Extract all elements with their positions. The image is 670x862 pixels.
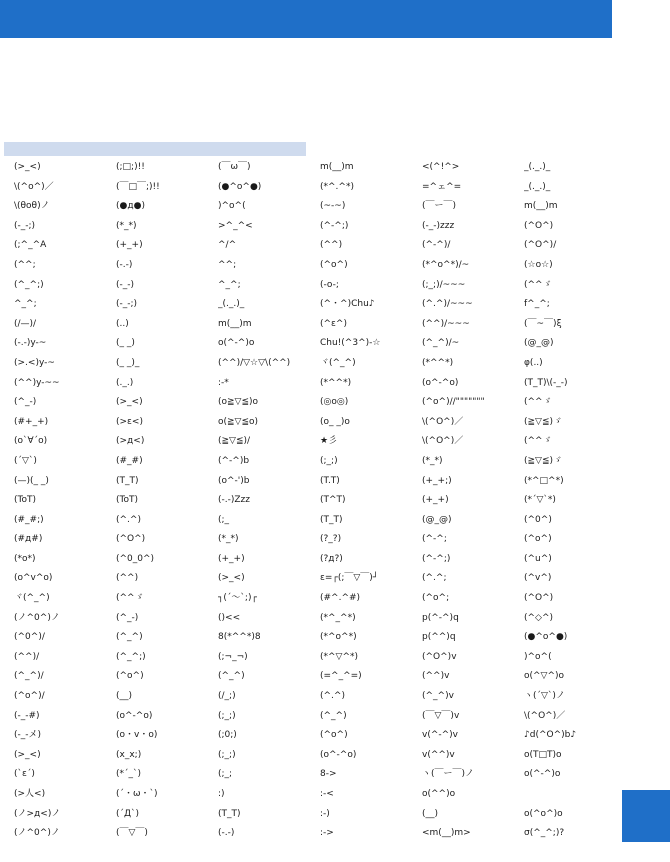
emoticon-cell: (^.^)/~~~ bbox=[422, 299, 473, 310]
emoticon-cell: >^_^< bbox=[218, 220, 253, 231]
emoticon-cell: (^^)/ bbox=[14, 651, 40, 662]
section-header-bar bbox=[4, 142, 306, 156]
emoticon-cell: ヾ(^_^) bbox=[14, 593, 50, 604]
emoticon-cell: (^O^) bbox=[524, 593, 554, 604]
emoticon-cell: f^_^; bbox=[524, 299, 550, 310]
emoticon-cell: (^ε^) bbox=[320, 318, 347, 329]
emoticon-cell: ♪d(^O^)b♪ bbox=[524, 730, 577, 741]
emoticon-cell: (^-^)b bbox=[218, 455, 250, 466]
emoticon-cell: (-.-) bbox=[116, 259, 133, 270]
emoticon-cell: (+_+) bbox=[218, 553, 245, 564]
emoticon-cell: (>.<)y-~ bbox=[14, 357, 55, 368]
emoticon-cell: (#_#;) bbox=[14, 514, 44, 525]
emoticon-cell: (o^-^o) bbox=[422, 377, 459, 388]
emoticon-cell: (^_^) bbox=[320, 710, 347, 721]
emoticon-cell: (^^ゞ bbox=[524, 397, 552, 408]
emoticon-cell: o(^-^)o bbox=[524, 769, 561, 780]
emoticon-cell: (^0_0^) bbox=[116, 553, 155, 564]
emoticon-cell: (^O^)v bbox=[422, 651, 457, 662]
emoticon-cell: (;□;)!! bbox=[116, 162, 145, 172]
emoticon-cell: (^-^; bbox=[422, 534, 447, 545]
emoticon-cell: (^^ゞ bbox=[524, 279, 552, 290]
emoticon-cell: (x_x;) bbox=[116, 749, 142, 760]
emoticon-cell: o(≧▽≦o) bbox=[218, 416, 259, 427]
emoticon-cell: (#+_+) bbox=[14, 416, 49, 427]
emoticon-cell: :-* bbox=[218, 377, 229, 388]
emoticon-cell: (^O^)/ bbox=[524, 240, 557, 251]
emoticon-cell: (-.-) bbox=[218, 828, 235, 839]
side-index-tab bbox=[622, 790, 670, 842]
emoticon-cell: (*^.^*) bbox=[320, 181, 354, 192]
emoticon-cell: :-) bbox=[320, 808, 330, 819]
emoticon-cell: (>_<) bbox=[218, 573, 245, 584]
emoticon-cell: (-o-; bbox=[320, 279, 339, 290]
emoticon-cell: (´・ω・`) bbox=[116, 789, 158, 799]
emoticon-cell: (●^o^●) bbox=[218, 181, 262, 192]
emoticon-cell: (;_; bbox=[218, 769, 233, 780]
emoticon-cell: \(θoθ)ノ bbox=[14, 201, 50, 212]
emoticon-cell: (>人<) bbox=[14, 789, 46, 799]
emoticon-cell: (￣□￣;)!! bbox=[116, 181, 160, 192]
emoticon-cell: (#^.^#) bbox=[320, 593, 361, 604]
emoticon-cell: (^_^) bbox=[116, 632, 143, 643]
emoticon-cell: (__) bbox=[422, 808, 439, 819]
emoticon-cell: (^^)/▽☆▽\(^^) bbox=[218, 357, 291, 368]
emoticon-cell: (^.^; bbox=[422, 573, 447, 584]
emoticon-cell: (￣~￣)ξ bbox=[524, 318, 562, 329]
emoticon-cell: m(__)m bbox=[524, 201, 558, 212]
emoticon-cell: (^o^)/ bbox=[14, 691, 45, 702]
emoticon-cell: )^o^( bbox=[218, 201, 246, 212]
emoticon-cell: (o^-^o) bbox=[320, 749, 357, 760]
emoticon-cell: (;_;)/~~~ bbox=[422, 279, 466, 290]
emoticon-cell: (^^)/~~~ bbox=[422, 318, 470, 329]
emoticon-cell: (*_*) bbox=[422, 455, 443, 466]
emoticon-cell: (^_^)/ bbox=[14, 671, 44, 682]
emoticon-cell: (^0^) bbox=[524, 514, 552, 525]
emoticon-cell: (*´▽`*) bbox=[524, 495, 556, 506]
emoticon-cell: (^o^) bbox=[320, 259, 348, 270]
emoticon-cell: (*^▽^*) bbox=[320, 651, 359, 662]
emoticon-cell: (≧▽≦)ゞ bbox=[524, 455, 563, 466]
emoticon-cell: <m(__)m> bbox=[422, 828, 471, 839]
emoticon-cell: (^u^) bbox=[524, 553, 552, 564]
emoticon-cell: (^O^) bbox=[524, 220, 554, 231]
emoticon-cell: (^0^)/ bbox=[14, 632, 45, 643]
emoticon-cell: (*´_`) bbox=[116, 769, 142, 780]
emoticon-cell: :-> bbox=[320, 828, 334, 839]
emoticon-cell: (@_@) bbox=[422, 514, 452, 525]
emoticon-cell: ε=┌(;￣▽￣)┘ bbox=[320, 573, 379, 584]
emoticon-cell: (^_-) bbox=[14, 397, 37, 408]
emoticon-cell: \(^O^)／ bbox=[422, 416, 464, 427]
emoticon-cell: (*_*) bbox=[116, 220, 137, 231]
emoticon-cell: (*_*) bbox=[218, 534, 239, 545]
emoticon-cell: o(^^)o bbox=[422, 789, 456, 799]
emoticon-cell: (_ _)_ bbox=[116, 357, 140, 368]
emoticon-cell: (￣▽￣) bbox=[116, 828, 148, 839]
emoticon-cell: (/—)/ bbox=[14, 318, 37, 329]
emoticon-cell: (T_T) bbox=[218, 808, 241, 819]
emoticon-cell: σ(^_^;)? bbox=[524, 828, 565, 839]
emoticon-cell: 8(*^^*)8 bbox=[218, 632, 261, 643]
emoticon-cell: Chu!(^3^)-☆ bbox=[320, 338, 381, 349]
emoticon-cell: (^_^;) bbox=[116, 651, 146, 662]
emoticon-cell: (-.-)y-~ bbox=[14, 338, 47, 349]
emoticon-cell: (*^^*) bbox=[422, 357, 454, 368]
emoticon-cell: o(^-^)o bbox=[218, 338, 255, 349]
emoticon-cell: (~-~) bbox=[320, 201, 346, 212]
emoticon-cell: =^ェ^= bbox=[422, 181, 462, 192]
emoticon-cell: o(T□T)o bbox=[524, 749, 562, 760]
emoticon-cell: o(^o^)o bbox=[524, 808, 563, 819]
emoticon-grid bbox=[14, 158, 604, 844]
emoticon-cell: (+_+) bbox=[116, 240, 143, 251]
header-bar bbox=[0, 0, 612, 38]
emoticon-cell: (;_ bbox=[218, 514, 230, 525]
emoticon-cell: (ToT) bbox=[116, 495, 138, 506]
emoticon-cell: <(^!^> bbox=[422, 162, 460, 172]
emoticon-cell: (^^)v bbox=[422, 671, 450, 682]
emoticon-cell: (ノ^0^)ノ bbox=[14, 612, 60, 623]
emoticon-cell: p(^^)q bbox=[422, 632, 456, 643]
emoticon-cell: (+_+;) bbox=[422, 475, 452, 486]
emoticon-cell: _(._.)_ bbox=[524, 181, 551, 192]
emoticon-cell: (>_<) bbox=[14, 162, 41, 172]
emoticon-cell: (￣ー￣) bbox=[422, 201, 457, 212]
emoticon-cell: (^-^)/ bbox=[422, 240, 451, 251]
emoticon-cell: (-_-#) bbox=[14, 710, 40, 721]
emoticon-cell: (^o^; bbox=[422, 593, 450, 604]
emoticon-cell: (^◇^) bbox=[524, 612, 554, 623]
emoticon-cell: v(^^)v bbox=[422, 749, 455, 760]
emoticon-cell: (-_-メ) bbox=[14, 730, 42, 741]
emoticon-cell: (#_#) bbox=[116, 455, 143, 466]
emoticon-cell: φ(..) bbox=[524, 357, 543, 368]
emoticon-cell: (o`∀´o) bbox=[14, 436, 48, 447]
emoticon-cell: v(^-^)v bbox=[422, 730, 459, 741]
emoticon-cell: m(__)m bbox=[320, 162, 354, 172]
emoticon-cell: (*^o^*)/~ bbox=[422, 259, 470, 270]
emoticon-cell: (^^)y-~~ bbox=[14, 377, 60, 388]
emoticon-cell: (o≧▽≦)o bbox=[218, 397, 259, 408]
emoticon-cell: (^_^)/~ bbox=[422, 338, 460, 349]
emoticon-cell: ヾ(^_^) bbox=[320, 357, 356, 368]
emoticon-cell: (ノ>д<)ノ bbox=[14, 808, 61, 819]
emoticon-cell: (*^_^*) bbox=[320, 612, 356, 623]
emoticon-cell: (;¬_¬) bbox=[218, 651, 248, 662]
emoticon-cell: (^^) bbox=[116, 573, 139, 584]
emoticon-cell: m(__)m bbox=[218, 318, 252, 329]
emoticon-cell: (;^_^A bbox=[14, 240, 47, 251]
emoticon-cell: (#д#) bbox=[14, 534, 43, 545]
emoticon-cell: (_ _) bbox=[116, 338, 135, 349]
emoticon-cell: (^_^) bbox=[218, 671, 245, 682]
emoticon-cell: (T_T) bbox=[116, 475, 139, 486]
emoticon-cell: (?д?) bbox=[320, 553, 343, 564]
emoticon-cell: (o_ _)o bbox=[320, 416, 350, 427]
emoticon-cell: )^o^( bbox=[524, 651, 552, 662]
emoticon-cell: (^_^;) bbox=[14, 279, 44, 290]
emoticon-cell: (●^o^●) bbox=[524, 632, 568, 643]
emoticon-cell: ^^; bbox=[218, 259, 237, 270]
emoticon-cell: o(^▽^)o bbox=[524, 671, 565, 682]
emoticon-cell bbox=[524, 785, 604, 805]
emoticon-cell: (^o^) bbox=[320, 730, 348, 741]
emoticon-cell: :-< bbox=[320, 789, 334, 799]
emoticon-cell: (*^□^*) bbox=[524, 475, 564, 486]
emoticon-cell: (+_+) bbox=[422, 495, 449, 506]
emoticon-cell: (o^v^o) bbox=[14, 573, 53, 584]
emoticon-cell: (;_;) bbox=[218, 710, 236, 721]
emoticon-cell: \(^O^)／ bbox=[524, 710, 566, 721]
emoticon-cell: (^^; bbox=[14, 259, 36, 270]
emoticon-cell: (-_-) bbox=[116, 279, 135, 290]
emoticon-cell: _(._.)_ bbox=[218, 299, 245, 310]
emoticon-cell: (>д<) bbox=[116, 436, 145, 447]
emoticon-cell: (-_-;) bbox=[116, 299, 138, 310]
emoticon-cell: (^-^;) bbox=[422, 553, 451, 564]
emoticon-cell: (..) bbox=[116, 318, 129, 329]
emoticon-cell: _(._.)_ bbox=[524, 162, 551, 172]
emoticon-cell: 8-> bbox=[320, 769, 337, 780]
emoticon-cell: (>ε<) bbox=[116, 416, 143, 427]
emoticon-cell: (T.T) bbox=[320, 475, 340, 486]
emoticon-cell: (ノ^0^)ノ bbox=[14, 828, 60, 839]
emoticon-cell: (._.) bbox=[116, 377, 134, 388]
emoticon-cell: (ToT) bbox=[14, 495, 36, 506]
emoticon-cell: (^_^)v bbox=[422, 691, 454, 702]
emoticon-cell: (-.-)Zzz bbox=[218, 495, 250, 506]
emoticon-cell: (^o^) bbox=[116, 671, 144, 682]
emoticon-cell: (T_T) bbox=[320, 514, 343, 525]
emoticon-cell: (;_;) bbox=[218, 749, 236, 760]
emoticon-cell: ^/^ bbox=[218, 240, 237, 251]
emoticon-cell: (>_<) bbox=[116, 397, 143, 408]
emoticon-cell: ヽ(´▽`)ノ bbox=[524, 691, 565, 702]
emoticon-cell: (￣▽￣)v bbox=[422, 710, 460, 721]
emoticon-cell: (o^-^o) bbox=[116, 710, 153, 721]
emoticon-cell: (o・v・o) bbox=[116, 730, 158, 741]
emoticon-cell: (;0;) bbox=[218, 730, 237, 741]
emoticon-cell: ()<< bbox=[218, 612, 241, 623]
emoticon-cell: (;_;) bbox=[320, 455, 338, 466]
emoticon-cell: (≧▽≦)/ bbox=[218, 436, 251, 447]
emoticon-cell: (^^ゞ bbox=[524, 436, 552, 447]
emoticon-cell: (o^-')b bbox=[218, 475, 250, 486]
emoticon-cell: (^.^) bbox=[320, 691, 345, 702]
emoticon-cell: \(^O^)／ bbox=[422, 436, 464, 447]
emoticon-cell: (◎o◎) bbox=[320, 397, 349, 408]
emoticon-cell: (´Д`) bbox=[116, 808, 140, 819]
emoticon-cell: (^.^) bbox=[116, 514, 141, 525]
emoticon-cell: (=^_^=) bbox=[320, 671, 362, 682]
emoticon-cell: ヽ(￣ー￣)ノ bbox=[422, 769, 475, 780]
emoticon-cell: \(^o^)／ bbox=[14, 181, 54, 192]
emoticon-cell: (*o*) bbox=[14, 553, 36, 564]
emoticon-cell: (__) bbox=[116, 691, 133, 702]
emoticon-cell: (`ε´) bbox=[14, 769, 35, 780]
emoticon-cell: (^o^)//""""""" bbox=[422, 397, 485, 408]
emoticon-cell: (—)(_ _) bbox=[14, 475, 49, 486]
emoticon-cell: ★彡 bbox=[320, 436, 338, 447]
emoticon-cell: ^_^; bbox=[14, 299, 37, 310]
emoticon-cell: (´▽`) bbox=[14, 455, 37, 466]
emoticon-cell: :) bbox=[218, 789, 225, 799]
emoticon-cell: ┐(´～`;)┌ bbox=[218, 593, 257, 604]
emoticon-cell: (^o^) bbox=[524, 534, 552, 545]
emoticon-cell: (@_@) bbox=[524, 338, 554, 349]
emoticon-cell: (T_T)\(-_-) bbox=[524, 377, 568, 388]
emoticon-cell: (☆o☆) bbox=[524, 259, 553, 270]
emoticon-cell: (?_?) bbox=[320, 534, 342, 545]
emoticon-cell: (^-^;) bbox=[320, 220, 349, 231]
emoticon-cell: (-_-)zzz bbox=[422, 220, 455, 231]
emoticon-cell: (●д●) bbox=[116, 201, 145, 212]
emoticon-cell: p(^-^)q bbox=[422, 612, 459, 623]
emoticon-cell: (>_<) bbox=[14, 749, 41, 760]
emoticon-cell: (T^T) bbox=[320, 495, 346, 506]
emoticon-cell: (^O^) bbox=[116, 534, 146, 545]
emoticon-cell: ^_^; bbox=[218, 279, 241, 290]
emoticon-cell: (^v^) bbox=[524, 573, 552, 584]
emoticon-cell: (-_-;) bbox=[14, 220, 36, 231]
emoticon-cell: (^・^)Chu♪ bbox=[320, 299, 375, 310]
emoticon-cell: (*^o^*) bbox=[320, 632, 357, 643]
emoticon-cell: (^^ゞ bbox=[116, 593, 144, 604]
emoticon-cell: (≧▽≦)ゞ bbox=[524, 416, 563, 427]
emoticon-cell: (^_-) bbox=[116, 612, 139, 623]
emoticon-cell: (*^^*) bbox=[320, 377, 352, 388]
emoticon-cell: (￣ω￣) bbox=[218, 162, 251, 172]
emoticon-cell: (/_;) bbox=[218, 691, 236, 702]
emoticon-cell: (^^) bbox=[320, 240, 343, 251]
